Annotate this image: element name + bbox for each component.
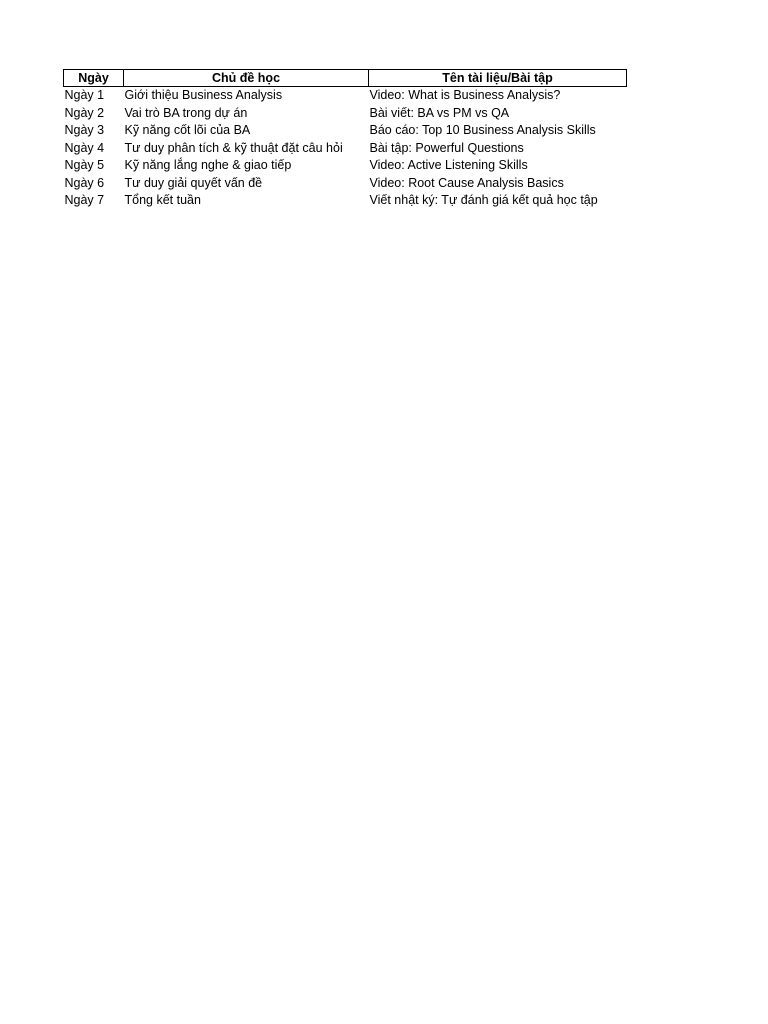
day-cell[interactable]: Ngày 2 [64,105,105,120]
topic-cell[interactable]: Tư duy phân tích & kỹ thuật đặt câu hỏi [124,140,343,155]
topic-cell[interactable]: Vai trò BA trong dự án [124,105,248,120]
day-cell[interactable]: Ngày 1 [64,88,105,102]
day-cell[interactable]: Ngày 4 [64,140,105,155]
day-cell[interactable]: Ngày 3 [64,123,105,137]
resource-cell[interactable]: Video: Active Listening Skills [369,158,528,172]
topic-cell[interactable]: Giới thiệu Business Analysis [124,88,283,102]
table-row [64,140,627,158]
table-row [64,122,627,140]
table-row [64,105,627,123]
table-row [64,175,627,193]
resource-cell[interactable]: Bài tập: Powerful Questions [369,140,524,155]
header-resource[interactable]: Tên tài liệu/Bài tập [369,70,627,87]
table-row [64,192,627,210]
day-cell[interactable]: Ngày 6 [64,175,105,190]
resource-cell[interactable]: Báo cáo: Top 10 Business Analysis Skills [369,123,596,137]
topic-cell[interactable]: Kỹ năng lắng nghe & giao tiếp [124,158,292,172]
spreadsheet-page [63,69,626,210]
header-day[interactable]: Ngày [64,70,124,87]
topic-cell[interactable]: Tổng kết tuần [124,193,201,207]
day-cell[interactable]: Ngày 7 [64,193,105,207]
table-row [64,87,627,105]
header-topic[interactable]: Chủ đề học [124,70,369,87]
resource-cell[interactable]: Viết nhật ký: Tự đánh giá kết quả học tập [369,193,598,207]
topic-cell[interactable]: Tư duy giải quyết vấn đề [124,175,263,190]
header-row [64,70,627,87]
study-plan-table [63,69,627,210]
resource-cell[interactable]: Video: Root Cause Analysis Basics [369,175,564,190]
resource-cell[interactable]: Video: What is Business Analysis? [369,88,561,102]
table-row [64,157,627,175]
topic-cell[interactable]: Kỹ năng cốt lõi của BA [124,123,251,137]
resource-cell[interactable]: Bài viết: BA vs PM vs QA [369,105,510,120]
day-cell[interactable]: Ngày 5 [64,158,105,172]
